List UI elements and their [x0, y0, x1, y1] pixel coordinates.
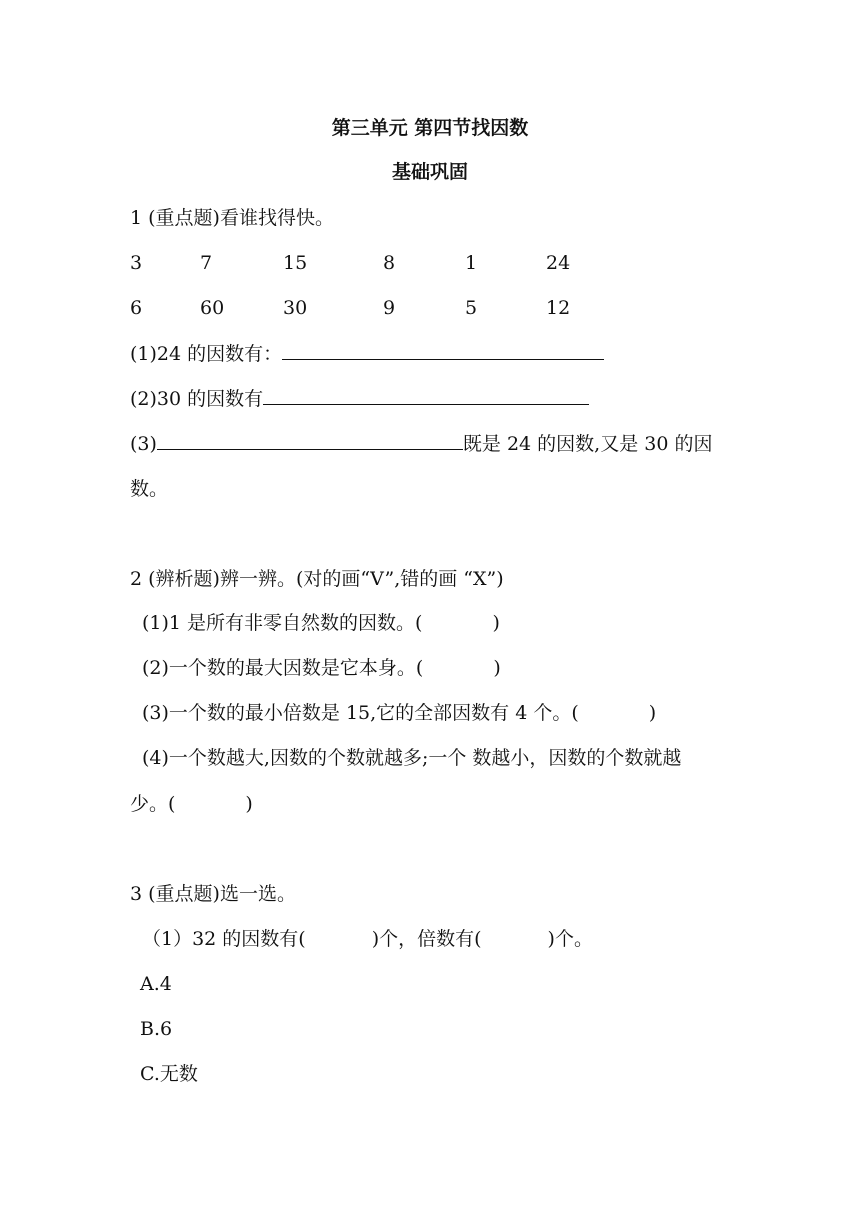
number-cell: 24 [546, 252, 571, 274]
question-1-part-1-label: (1)24 的因数有： [130, 343, 283, 365]
section-subtitle: 基础巩固 [391, 161, 468, 183]
number-cell: 30 [283, 297, 308, 319]
page-title: 第三单元 第四节找因数 [331, 117, 529, 139]
question-1-part-3-text: 既是 24 的因数,又是 30 的因 [462, 433, 713, 455]
number-cell: 8 [383, 252, 396, 274]
option-b: B.6 [140, 1018, 173, 1040]
question-1-heading: 1 (重点题)看谁找得快。 [130, 207, 334, 229]
answer-blank[interactable] [157, 431, 463, 450]
question-2-item-2 [142, 656, 501, 680]
question-1-part-2 [130, 386, 589, 411]
number-cell: 6 [130, 297, 143, 319]
close-paren: ) [493, 657, 501, 679]
answer-blank[interactable] [263, 386, 589, 405]
number-cell: 3 [130, 252, 143, 274]
answer-blank[interactable] [282, 341, 604, 360]
number-cell: 7 [200, 252, 213, 274]
question-2-item-1 [142, 611, 500, 635]
number-cell: 12 [546, 297, 571, 319]
question-text: )个，倍数有( [371, 928, 482, 950]
question-1-part-1 [130, 341, 604, 366]
question-2-item-4: (4)一个数越大,因数的个数就越多;一个 数越小，因数的个数就越 [142, 747, 682, 769]
question-3-heading: 3 (重点题)选一选。 [130, 883, 296, 905]
option-c: C.无数 [140, 1063, 198, 1085]
number-cell: 9 [383, 297, 396, 319]
question-2-heading: 2 (辨析题)辨一辨。(对的画“V”,错的画 “X”) [130, 568, 504, 590]
close-paren: ) [648, 702, 657, 724]
statement-text: (3)一个数的最小倍数是 15,它的全部因数有 4 个。( [142, 702, 579, 724]
question-3-part-1 [142, 927, 593, 951]
question-text: （1）32 的因数有( [142, 928, 306, 950]
question-text: )个。 [547, 928, 593, 950]
close-paren: ) [492, 612, 500, 634]
question-2-item-3 [142, 701, 656, 725]
statement-text: (1)1 是所有非零自然数的因数。( [142, 612, 423, 634]
statement-text: 少。( [130, 793, 176, 815]
question-1-part-2-label: (2)30 的因数有 [130, 388, 264, 410]
number-cell: 15 [283, 252, 308, 274]
number-cell: 60 [200, 297, 225, 319]
question-1-part-3 [130, 431, 712, 456]
question-2-item-4-continuation [130, 792, 253, 816]
option-a: A.4 [140, 973, 172, 995]
statement-text: (2)一个数的最大因数是它本身。( [142, 657, 424, 679]
question-1-part-3-label: (3) [130, 433, 157, 455]
number-cell: 1 [465, 252, 478, 274]
close-paren: ) [245, 793, 253, 815]
question-1-part-3-continuation: 数。 [130, 478, 169, 500]
number-cell: 5 [465, 297, 478, 319]
